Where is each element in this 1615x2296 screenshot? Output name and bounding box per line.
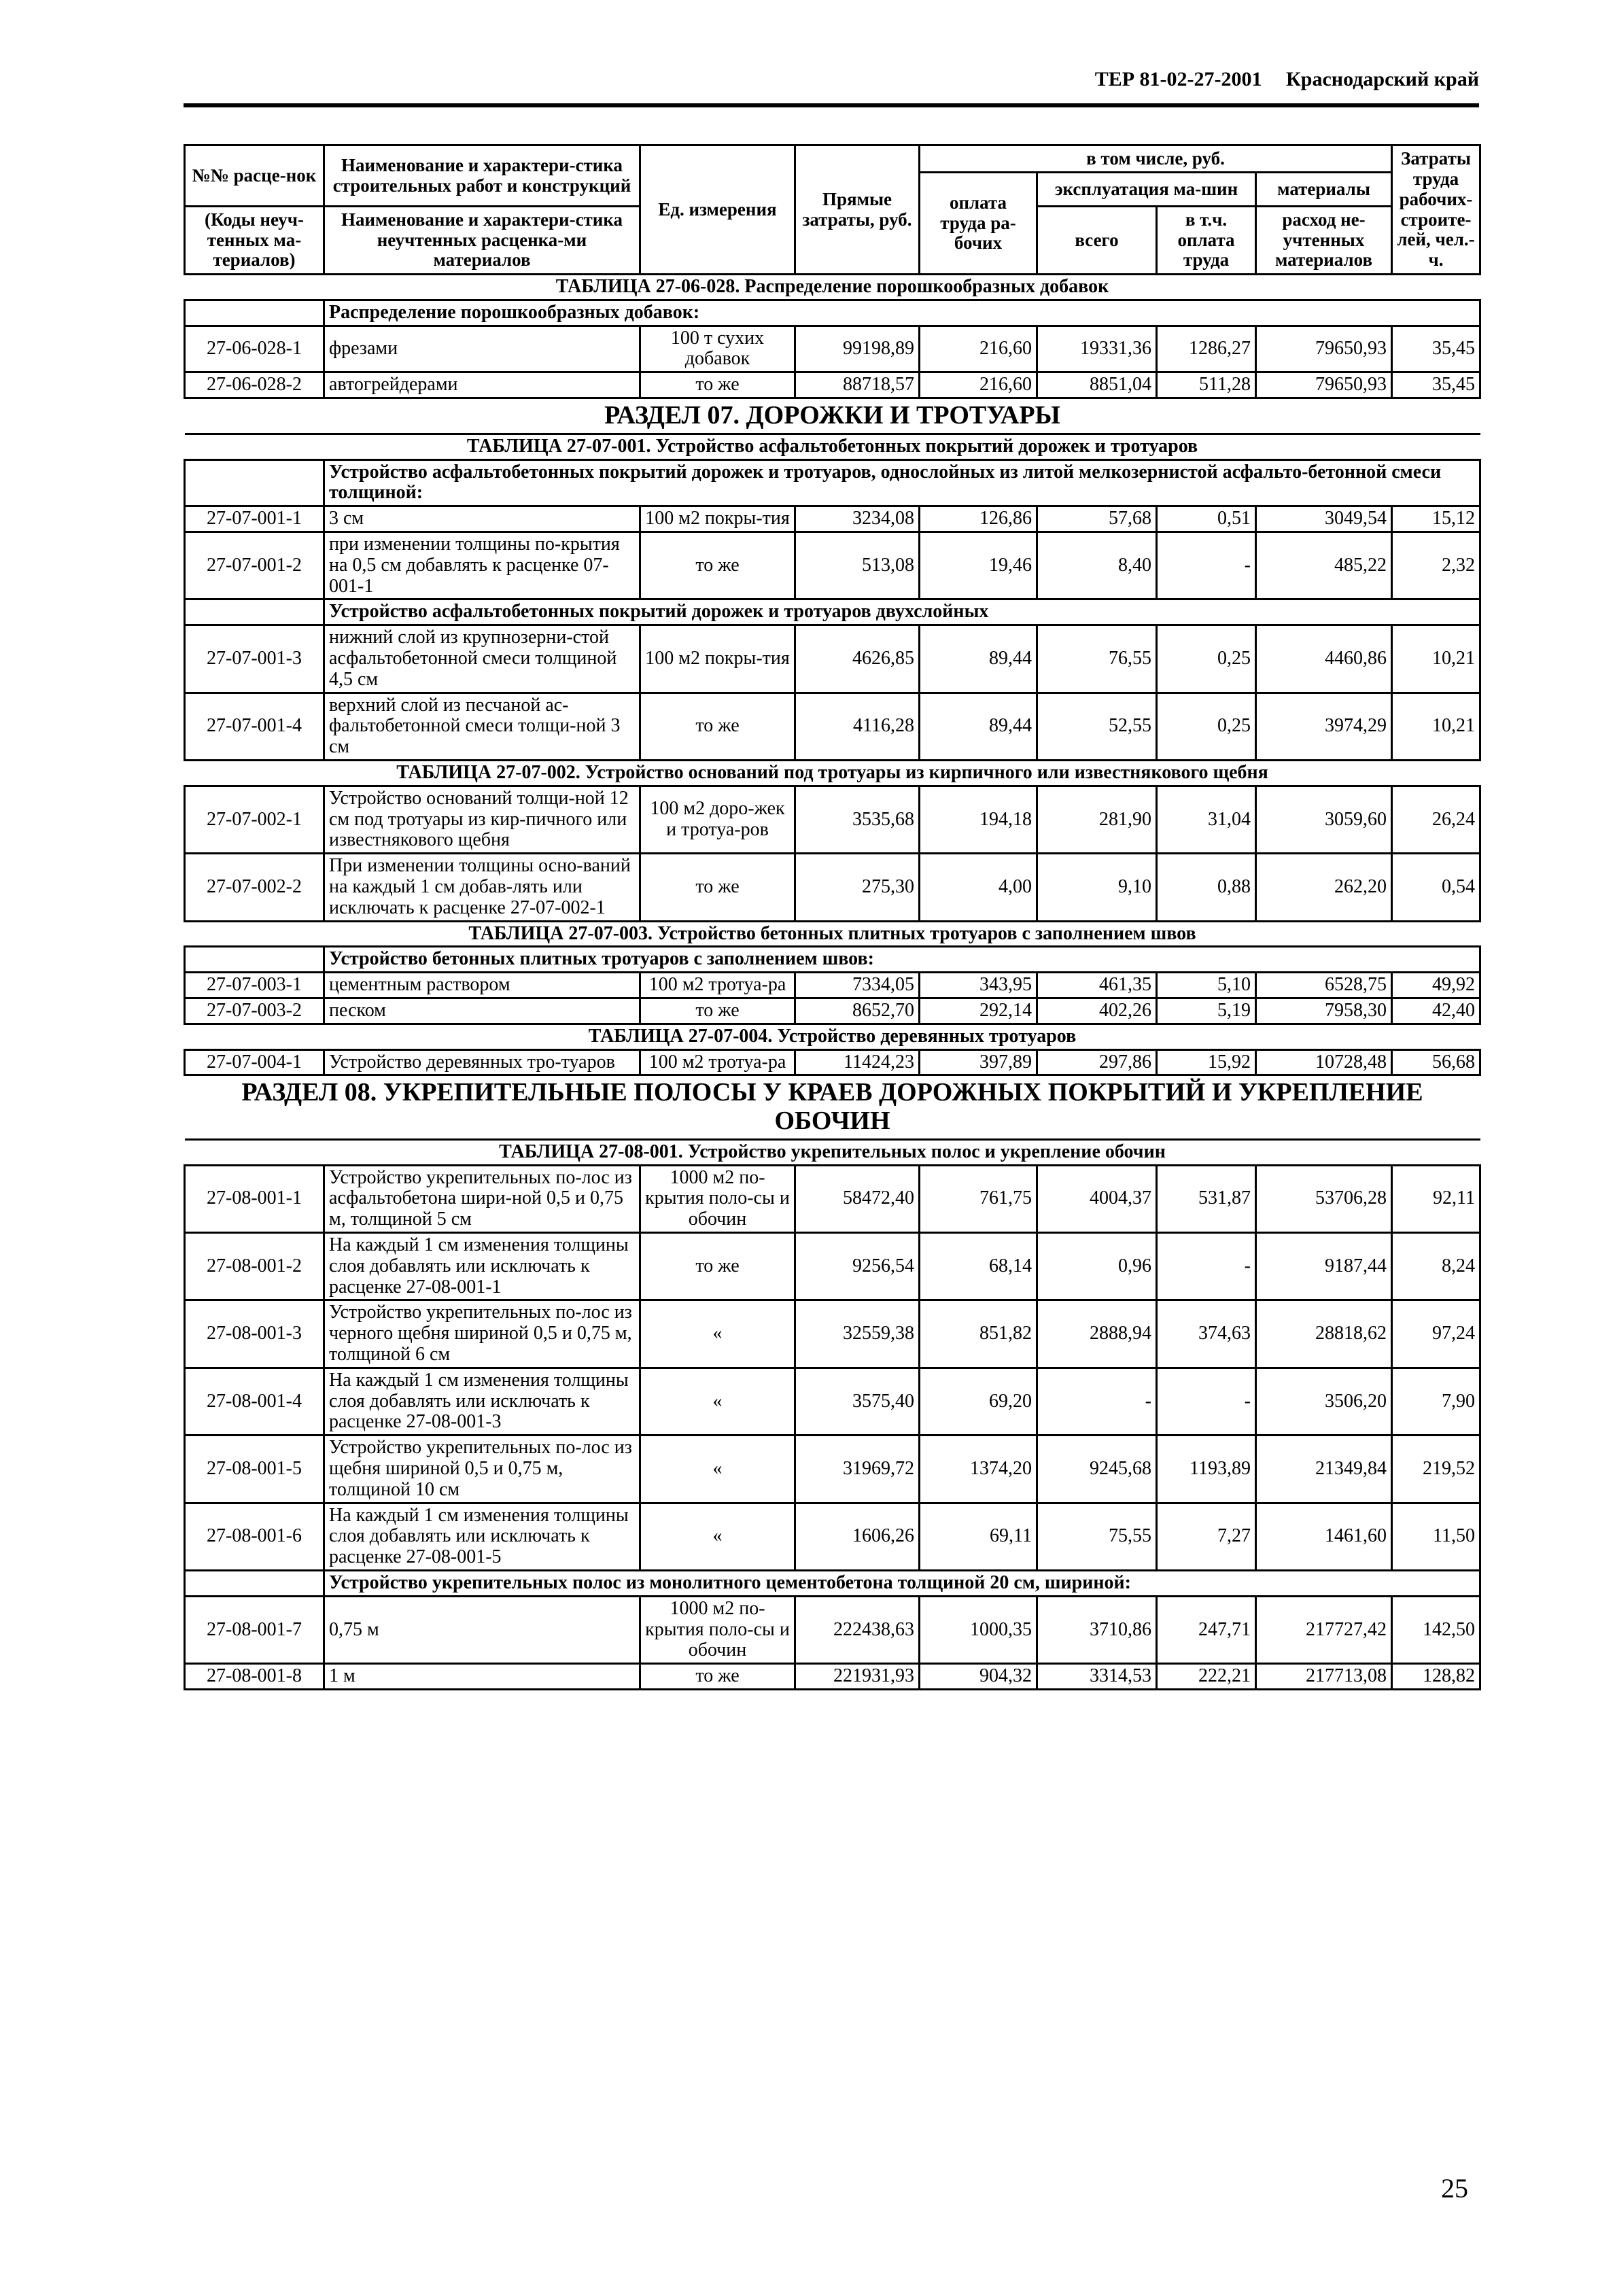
direct-costs: 4116,28 (795, 693, 920, 760)
unit-cell: то же (640, 372, 795, 398)
machines-total: 75,55 (1037, 1503, 1157, 1570)
machines-wages: - (1157, 1233, 1256, 1300)
direct-costs: 9256,54 (795, 1233, 920, 1300)
rate-code: 27-08-001-7 (185, 1596, 324, 1663)
machines-total: 2888,94 (1037, 1300, 1157, 1368)
machines-total: 57,68 (1037, 506, 1157, 532)
labor-costs: 10,21 (1392, 625, 1480, 693)
unit-cell: то же (640, 1664, 795, 1690)
table-row (185, 1049, 1480, 1075)
materials-cost: 9187,44 (1256, 1233, 1392, 1300)
materials-cost: 4460,86 (1256, 625, 1392, 693)
work-name: фрезами (324, 326, 640, 372)
labor-costs: 92,11 (1392, 1165, 1480, 1232)
rate-code: 27-08-001-6 (185, 1503, 324, 1570)
work-name: На каждый 1 см изменения толщины слоя добавлять или исключать к расценке 27-08-001-1 (324, 1233, 640, 1300)
section-title-row (185, 1075, 1480, 1140)
group-heading-row (185, 599, 1480, 625)
rate-code: 27-08-001-2 (185, 1233, 324, 1300)
worker-wages: 292,14 (920, 998, 1037, 1024)
group-heading-row (185, 1571, 1480, 1597)
col-code-top: №№ расце-нок (185, 145, 324, 207)
worker-wages: 69,11 (920, 1503, 1037, 1570)
table-row (185, 786, 1480, 853)
group-code-cell (185, 459, 324, 506)
unit-cell: то же (640, 1233, 795, 1300)
table-row (185, 693, 1480, 760)
worker-wages: 89,44 (920, 693, 1037, 760)
worker-wages: 216,60 (920, 372, 1037, 398)
labor-costs: 142,50 (1392, 1596, 1480, 1663)
work-name: 3 см (324, 506, 640, 532)
labor-costs: 42,40 (1392, 998, 1480, 1024)
table-row (185, 1664, 1480, 1690)
machines-wages: 531,87 (1157, 1165, 1256, 1232)
table-row (185, 1596, 1480, 1663)
labor-costs: 219,52 (1392, 1436, 1480, 1503)
work-name: Устройство укрепительных по-лос из щебня шириной 0,5 и 0,75 м, толщиной 10 см (324, 1436, 640, 1503)
labor-costs: 10,21 (1392, 693, 1480, 760)
col-machines-wages: в т.ч. оплата труда (1157, 207, 1256, 275)
unit-cell: « (640, 1300, 795, 1368)
work-name: 1 м (324, 1664, 640, 1690)
labor-costs: 0,54 (1392, 854, 1480, 921)
group-code-cell (185, 300, 324, 326)
table-row (185, 1503, 1480, 1570)
direct-costs: 3234,08 (795, 506, 920, 532)
materials-cost: 21349,84 (1256, 1436, 1392, 1503)
rate-code: 27-07-003-1 (185, 973, 324, 998)
table-row (185, 1233, 1480, 1300)
price-table (184, 144, 1481, 1690)
machines-wages: - (1157, 532, 1256, 599)
col-direct: Прямые затраты, руб. (795, 145, 920, 275)
machines-total: 461,35 (1037, 973, 1157, 998)
group-heading: Устройство асфальтобетонных покрытий дорожек и тротуаров, однослойных из литой мелкозернистой асфальто-бетонной смеси толщиной: (324, 459, 1480, 506)
direct-costs: 222438,63 (795, 1596, 920, 1663)
worker-wages: 343,95 (920, 973, 1037, 998)
work-name: верхний слой из песчаной ас-фальтобетонной смеси толщи-ной 3 см (324, 693, 640, 760)
machines-total: 8851,04 (1037, 372, 1157, 398)
materials-cost: 7958,30 (1256, 998, 1392, 1024)
col-name-bottom: Наименование и характери-стика неучтенных расценка-ми материалов (324, 207, 640, 275)
work-name: Устройство оснований толщи-ной 12 см под тротуары из кир-пичного или известнякового щебня (324, 786, 640, 853)
worker-wages: 1000,35 (920, 1596, 1037, 1663)
table-title: ТАБЛИЦА 27-07-003. Устройство бетонных плитных тротуаров с заполнением швов (185, 921, 1480, 947)
table-title-row (185, 1024, 1480, 1049)
materials-cost: 262,20 (1256, 854, 1392, 921)
rate-code: 27-08-001-8 (185, 1664, 324, 1690)
col-name-top: Наименование и характери-стика строительных работ и конструкций (324, 145, 640, 207)
machines-wages: 5,10 (1157, 973, 1256, 998)
group-heading-row (185, 300, 1480, 326)
rate-code: 27-07-001-1 (185, 506, 324, 532)
labor-costs: 128,82 (1392, 1664, 1480, 1690)
labor-costs: 49,92 (1392, 973, 1480, 998)
unit-cell: то же (640, 693, 795, 760)
work-name: При изменении толщины осно-ваний на каждый 1 см добав-лять или исключать к расценке 27-07-002-1 (324, 854, 640, 921)
worker-wages: 89,44 (920, 625, 1037, 693)
rate-code: 27-06-028-2 (185, 372, 324, 398)
table-row (185, 973, 1480, 998)
work-name: цементным раствором (324, 973, 640, 998)
materials-cost: 217727,42 (1256, 1596, 1392, 1663)
machines-total: 52,55 (1037, 693, 1157, 760)
machines-wages: 0,88 (1157, 854, 1256, 921)
unit-cell: 100 м2 тротуа-ра (640, 973, 795, 998)
direct-costs: 7334,05 (795, 973, 920, 998)
table-row (185, 998, 1480, 1024)
machines-wages: 0,51 (1157, 506, 1256, 532)
group-code-cell (185, 599, 324, 625)
machines-total: 402,26 (1037, 998, 1157, 1024)
labor-costs: 2,32 (1392, 532, 1480, 599)
work-name: На каждый 1 см изменения толщины слоя добавлять или исключать к расценке 27-08-001-3 (324, 1368, 640, 1435)
unit-cell: 100 м2 тротуа-ра (640, 1049, 795, 1075)
machines-total: 9,10 (1037, 854, 1157, 921)
worker-wages: 126,86 (920, 506, 1037, 532)
work-name: На каждый 1 см изменения толщины слоя добавлять или исключать к расценке 27-08-001-5 (324, 1503, 640, 1570)
unit-cell: « (640, 1368, 795, 1435)
rate-code: 27-08-001-5 (185, 1436, 324, 1503)
machines-wages: 0,25 (1157, 693, 1256, 760)
machines-wages: 374,63 (1157, 1300, 1256, 1368)
direct-costs: 8652,70 (795, 998, 920, 1024)
labor-costs: 97,24 (1392, 1300, 1480, 1368)
materials-cost: 28818,62 (1256, 1300, 1392, 1368)
table-row (185, 854, 1480, 921)
table-row (185, 506, 1480, 532)
unit-cell: 100 т сухих добавок (640, 326, 795, 372)
page-header (184, 68, 1479, 107)
direct-costs: 1606,26 (795, 1503, 920, 1570)
machines-total: - (1037, 1368, 1157, 1435)
unit-cell: то же (640, 854, 795, 921)
machines-wages: 511,28 (1157, 372, 1256, 398)
direct-costs: 32559,38 (795, 1300, 920, 1368)
direct-costs: 275,30 (795, 854, 920, 921)
work-name: Устройство укрепительных по-лос из черного щебня шириной 0,5 и 0,75 м, толщиной 6 см (324, 1300, 640, 1368)
worker-wages: 194,18 (920, 786, 1037, 853)
col-including: в том числе, руб. (920, 145, 1392, 173)
col-unit: Ед. измерения (640, 145, 795, 275)
materials-cost: 3506,20 (1256, 1368, 1392, 1435)
unit-cell: то же (640, 532, 795, 599)
direct-costs: 3535,68 (795, 786, 920, 853)
direct-costs: 11424,23 (795, 1049, 920, 1075)
machines-total: 19331,36 (1037, 326, 1157, 372)
machines-wages: 247,71 (1157, 1596, 1256, 1663)
col-machines: эксплуатация ма-шин (1037, 173, 1256, 207)
worker-wages: 216,60 (920, 326, 1037, 372)
unit-cell: « (640, 1436, 795, 1503)
materials-cost: 79650,93 (1256, 372, 1392, 398)
machines-wages: 1286,27 (1157, 326, 1256, 372)
table-title-row (185, 275, 1480, 300)
rate-code: 27-07-002-1 (185, 786, 324, 853)
col-materials-unaccounted: расход не-учтенных материалов (1256, 207, 1392, 275)
page-number: 25 (1441, 2173, 1468, 2204)
labor-costs: 8,24 (1392, 1233, 1480, 1300)
direct-costs: 88718,57 (795, 372, 920, 398)
work-name: при изменении толщины по-крытия на 0,5 см добавлять к расценке 07-001-1 (324, 532, 640, 599)
labor-costs: 35,45 (1392, 372, 1480, 398)
region: Краснодарский край (1286, 68, 1479, 90)
work-name: Устройство укрепительных по-лос из асфальтобетона шири-ной 0,5 и 0,75 м, толщиной 5 см (324, 1165, 640, 1232)
worker-wages: 761,75 (920, 1165, 1037, 1232)
group-heading: Устройство асфальтобетонных покрытий дорожек и тротуаров двухслойных (324, 599, 1480, 625)
machines-wages: - (1157, 1368, 1256, 1435)
direct-costs: 4626,85 (795, 625, 920, 693)
work-name: нижний слой из крупнозерни-стой асфальтобетонной смеси толщиной 4,5 см (324, 625, 640, 693)
materials-cost: 3059,60 (1256, 786, 1392, 853)
table-row (185, 1368, 1480, 1435)
group-heading-row (185, 459, 1480, 506)
unit-cell: 100 м2 покры-тия (640, 625, 795, 693)
table-row (185, 1300, 1480, 1368)
table-body (185, 275, 1480, 1690)
rate-code: 27-08-001-3 (185, 1300, 324, 1368)
table-title-row (185, 434, 1480, 459)
rate-code: 27-07-001-3 (185, 625, 324, 693)
unit-cell: « (640, 1503, 795, 1570)
labor-costs: 7,90 (1392, 1368, 1480, 1435)
machines-total: 9245,68 (1037, 1436, 1157, 1503)
rate-code: 27-07-001-2 (185, 532, 324, 599)
table-row (185, 625, 1480, 693)
machines-wages: 31,04 (1157, 786, 1256, 853)
section-title: РАЗДЕЛ 07. ДОРОЖКИ И ТРОТУАРЫ (185, 398, 1480, 434)
worker-wages: 69,20 (920, 1368, 1037, 1435)
group-heading: Распределение порошкообразных добавок: (324, 300, 1480, 326)
machines-total: 0,96 (1037, 1233, 1157, 1300)
table-row (185, 1436, 1480, 1503)
materials-cost: 485,22 (1256, 532, 1392, 599)
work-name: 0,75 м (324, 1596, 640, 1663)
direct-costs: 58472,40 (795, 1165, 920, 1232)
materials-cost: 1461,60 (1256, 1503, 1392, 1570)
materials-cost: 53706,28 (1256, 1165, 1392, 1232)
machines-total: 76,55 (1037, 625, 1157, 693)
unit-cell: то же (640, 998, 795, 1024)
machines-wages: 0,25 (1157, 625, 1256, 693)
unit-cell: 1000 м2 по-крытия поло-сы и обочин (640, 1165, 795, 1232)
machines-total: 281,90 (1037, 786, 1157, 853)
rate-code: 27-08-001-4 (185, 1368, 324, 1435)
machines-total: 4004,37 (1037, 1165, 1157, 1232)
col-labor: Затраты труда рабочих-строите-лей, чел.-ч. (1392, 145, 1480, 275)
materials-cost: 10728,48 (1256, 1049, 1392, 1075)
table-title: ТАБЛИЦА 27-07-002. Устройство оснований под тротуары из кирпичного или известнякового щебня (185, 760, 1480, 786)
worker-wages: 4,00 (920, 854, 1037, 921)
unit-cell: 100 м2 доро-жек и тротуа-ров (640, 786, 795, 853)
rate-code: 27-07-001-4 (185, 693, 324, 760)
group-heading: Устройство бетонных плитных тротуаров с заполнением швов: (324, 947, 1480, 973)
labor-costs: 56,68 (1392, 1049, 1480, 1075)
materials-cost: 3974,29 (1256, 693, 1392, 760)
col-machines-total: всего (1037, 207, 1157, 275)
table-title-row (185, 1139, 1480, 1165)
table-title: ТАБЛИЦА 27-07-001. Устройство асфальтобетонных покрытий дорожек и тротуаров (185, 434, 1480, 459)
unit-cell: 100 м2 покры-тия (640, 506, 795, 532)
direct-costs: 99198,89 (795, 326, 920, 372)
materials-cost: 79650,93 (1256, 326, 1392, 372)
worker-wages: 68,14 (920, 1233, 1037, 1300)
materials-cost: 217713,08 (1256, 1664, 1392, 1690)
table-row (185, 326, 1480, 372)
labor-costs: 15,12 (1392, 506, 1480, 532)
group-heading-row (185, 947, 1480, 973)
table-row (185, 372, 1480, 398)
direct-costs: 221931,93 (795, 1664, 920, 1690)
table-row (185, 532, 1480, 599)
worker-wages: 1374,20 (920, 1436, 1037, 1503)
materials-cost: 3049,54 (1256, 506, 1392, 532)
worker-wages: 904,32 (920, 1664, 1037, 1690)
work-name: Устройство деревянных тро-туаров (324, 1049, 640, 1075)
machines-wages: 5,19 (1157, 998, 1256, 1024)
labor-costs: 35,45 (1392, 326, 1480, 372)
direct-costs: 513,08 (795, 532, 920, 599)
machines-total: 297,86 (1037, 1049, 1157, 1075)
section-title-row (185, 398, 1480, 434)
worker-wages: 19,46 (920, 532, 1037, 599)
group-code-cell (185, 947, 324, 973)
machines-wages: 222,21 (1157, 1664, 1256, 1690)
direct-costs: 31969,72 (795, 1436, 920, 1503)
table-title-row (185, 760, 1480, 786)
rate-code: 27-07-004-1 (185, 1049, 324, 1075)
machines-total: 3710,86 (1037, 1596, 1157, 1663)
table-title: ТАБЛИЦА 27-06-028. Распределение порошкообразных добавок (185, 275, 1480, 300)
materials-cost: 6528,75 (1256, 973, 1392, 998)
worker-wages: 397,89 (920, 1049, 1037, 1075)
unit-cell: 1000 м2 по-крытия поло-сы и обочин (640, 1596, 795, 1663)
col-code-bottom: (Коды неуч-тенных ма-териалов) (185, 207, 324, 275)
work-name: песком (324, 998, 640, 1024)
table-title: ТАБЛИЦА 27-08-001. Устройство укрепительных полос и укрепление обочин (185, 1139, 1480, 1165)
section-title: РАЗДЕЛ 08. УКРЕПИТЕЛЬНЫЕ ПОЛОСЫ У КРАЕВ ДОРОЖНЫХ ПОКРЫТИЙ И УКРЕПЛЕНИЕ ОБОЧИН (185, 1075, 1480, 1140)
rate-code: 27-06-028-1 (185, 326, 324, 372)
machines-wages: 15,92 (1157, 1049, 1256, 1075)
labor-costs: 11,50 (1392, 1503, 1480, 1570)
machines-wages: 1193,89 (1157, 1436, 1256, 1503)
rate-code: 27-07-002-2 (185, 854, 324, 921)
work-name: автогрейдерами (324, 372, 640, 398)
rate-code: 27-07-003-2 (185, 998, 324, 1024)
machines-wages: 7,27 (1157, 1503, 1256, 1570)
labor-costs: 26,24 (1392, 786, 1480, 853)
rate-code: 27-08-001-1 (185, 1165, 324, 1232)
table-title: ТАБЛИЦА 27-07-004. Устройство деревянных тротуаров (185, 1024, 1480, 1049)
group-heading: Устройство укрепительных полос из монолитного цементобетона толщиной 20 см, шириной: (324, 1571, 1480, 1597)
group-code-cell (185, 1571, 324, 1597)
worker-wages: 851,82 (920, 1300, 1037, 1368)
table-title-row (185, 921, 1480, 947)
machines-total: 3314,53 (1037, 1664, 1157, 1690)
machines-total: 8,40 (1037, 532, 1157, 599)
col-materials: материалы (1256, 173, 1392, 207)
doc-code: ТЕР 81-02-27-2001 (1094, 68, 1262, 90)
direct-costs: 3575,40 (795, 1368, 920, 1435)
col-wages: оплата труда ра-бочих (920, 173, 1037, 275)
table-row (185, 1165, 1480, 1232)
